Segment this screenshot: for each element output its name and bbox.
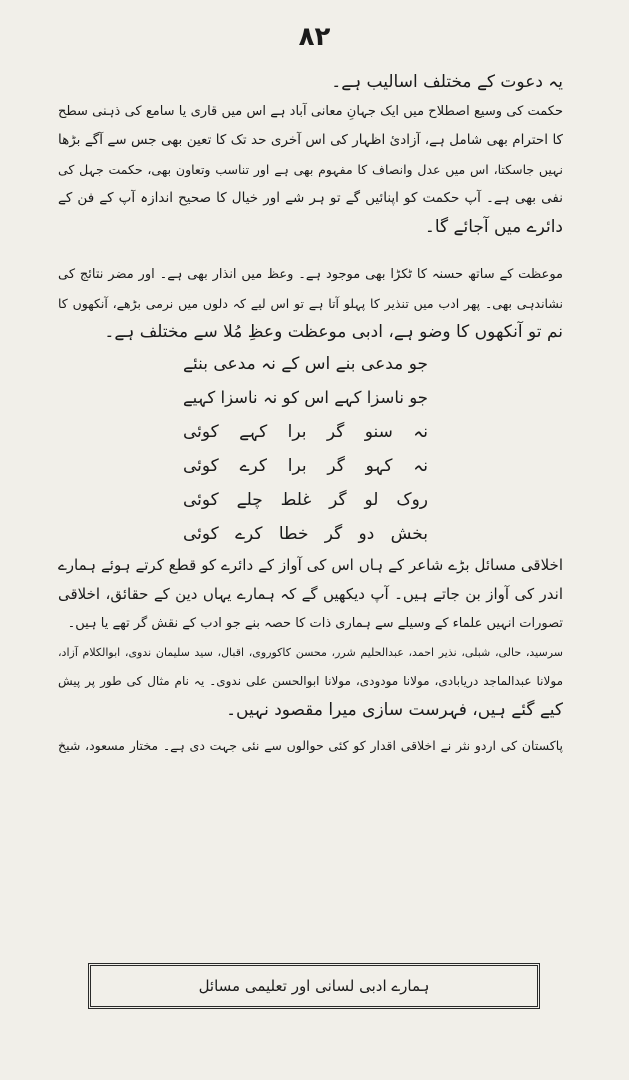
- paragraph-names: [58, 638, 563, 725]
- paragraph-line: نہیں جاسکتا، اس میں عدل وانصاف کا مفہوم بھی ہے اور تناسب وتعاون بھی، حکمت جہل کی: [58, 162, 563, 177]
- paragraph-line: حکمت کی وسیع اصطلاح میں ایک جہانِ معانی آباد ہے اس میں قاری یا سامع کی ذہنی سطح: [58, 104, 563, 119]
- paragraph-hikmat: [58, 97, 563, 242]
- paragraph-mauizat: [58, 260, 563, 347]
- paragraph-line: دائرے میں آجائے گا۔: [424, 217, 563, 237]
- paragraph-line: کا احترام بھی شامل ہے، آزادیٔ اظہار کی اس آخری حد تک کا تعین بھی جس سے آگے بڑھا: [58, 132, 563, 148]
- paragraph-line: موعظت کے ساتھ حسنہ کا ٹکڑا بھی موجود ہے۔ وعظ میں انذار بھی ہے۔ اور مضر نتائج کی: [58, 267, 563, 282]
- verse-block: [183, 347, 428, 551]
- paragraph-line: یہ دعوت کے مختلف اسالیب ہے۔: [331, 72, 563, 92]
- paragraph-pakistan: [58, 731, 563, 760]
- paragraph-line: سرسید، حالی، شبلی، نذیر احمد، عبدالحلیم شرر، محسن کاکوروی، اقبال، سید سلیمان ندوی، ابوالکلام آزاد،: [58, 646, 563, 659]
- verse-line: روک لو گر غلط چلے کوئی: [183, 490, 428, 510]
- page-body: [58, 68, 563, 760]
- running-footer: [88, 963, 540, 1009]
- paragraph-line: نفی بھی ہے۔ آپ حکمت کو اپنائیں گے تو ہر شے اور خیال کا صحیح اندازہ آپ کے فن کے: [58, 190, 563, 206]
- paragraph-line: نشاندہی بھی۔ پھر ادب میں تنذیر کا پہلو آتا ہے تو اس لیے کہ دلوں میں نرمی بڑھے، آنکھوں کا: [58, 296, 563, 311]
- verse-line: بخش دو گر خطا کرے کوئی: [183, 524, 428, 544]
- page-number: ۸۲: [298, 22, 331, 52]
- verse-line: جو ناسزا کہے اس کو نہ ناسزا کہیے: [183, 388, 428, 407]
- paragraph-line: پاکستان کی اردو نثر نے اخلاقی اقدار کو کئی حوالوں سے نئی جہت دی ہے۔ مختار مسعود، شیخ: [58, 738, 563, 753]
- paragraph-akhlaqi: [58, 551, 563, 638]
- verse-line: نہ سنو گر برا کہے کوئی: [183, 422, 428, 442]
- paragraph-line: کیے گئے ہیں، فہرست سازی میرا مقصود نہیں۔: [226, 700, 563, 720]
- paragraph-line: مولانا عبدالماجد دریابادی، مولانا مودودی، مولانا ابوالحسن علی ندوی۔ یہ نام مثال کی طور پر پیش: [58, 674, 563, 688]
- verse-line: جو مدعی بنے اس کے نہ مدعی بنئے: [183, 354, 428, 374]
- paragraph-line: اندر کی آواز بن جاتے ہیں۔ آپ دیکھیں گے کہ ہمارے یہاں دین کے حقائق، اخلاقی: [58, 585, 563, 603]
- paragraph-line: اخلاقی مسائل بڑے شاعر کے ہاں اس کی آواز کے دائرے کو قطع کرتے ہوئے ہمارے: [58, 556, 563, 574]
- paragraph-line: تصورات انہیں علماء کے وسیلے سے ہماری ذات کا حصہ بنے جو ادب کے نقش گر تھے یا ہیں۔: [67, 616, 563, 631]
- paragraph-line: نم تو آنکھوں کا وضو ہے، ادبی موعظت وعظِ مُلا سے مختلف ہے۔: [104, 322, 563, 342]
- verse-line: نہ کہو گر برا کرے کوئی: [183, 456, 428, 476]
- footer-title: ہمارے ادبی لسانی اور تعلیمی مسائل: [198, 977, 430, 995]
- paragraph-intro: [58, 68, 563, 97]
